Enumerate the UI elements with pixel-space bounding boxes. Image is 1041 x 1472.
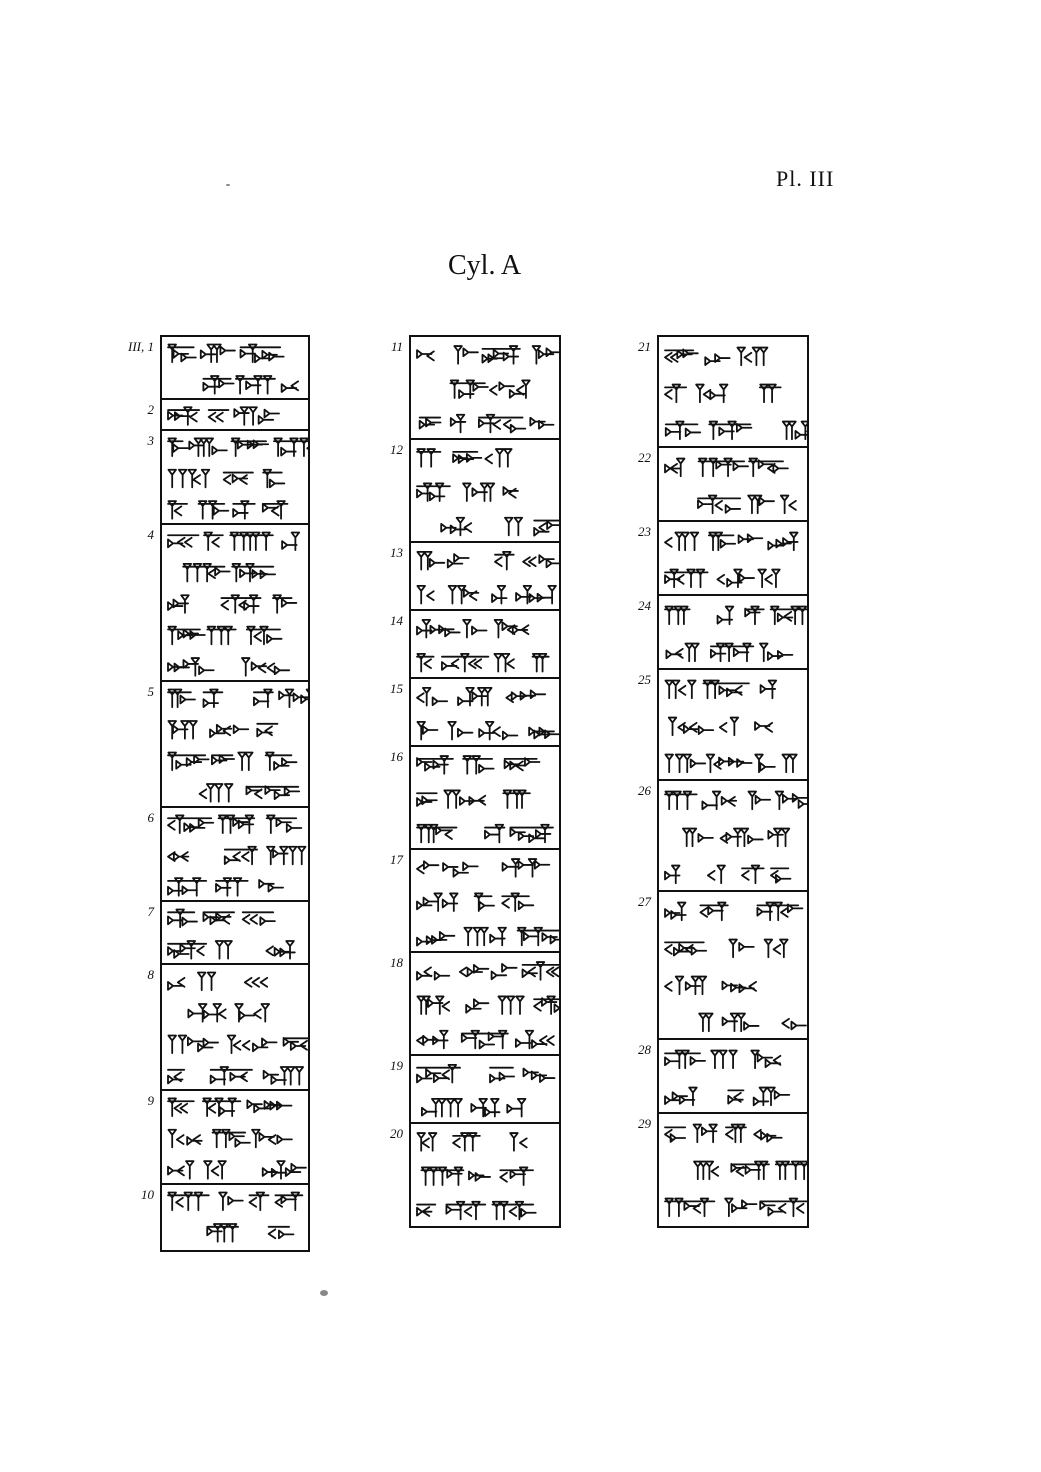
cuneiform-line-box xyxy=(411,679,559,747)
cuneiform-signs xyxy=(162,400,308,429)
cuneiform-signs xyxy=(162,682,308,806)
line-number: 22 xyxy=(638,450,651,465)
line-number: 26 xyxy=(638,783,651,798)
line-number: 6 xyxy=(147,810,154,825)
cuneiform-line-box xyxy=(162,431,308,525)
ink-speck xyxy=(320,1290,328,1296)
cuneiform-line-box xyxy=(659,596,807,670)
cuneiform-signs xyxy=(162,902,308,963)
cuneiform-signs xyxy=(411,747,559,848)
cuneiform-signs xyxy=(659,781,807,890)
cuneiform-signs xyxy=(659,522,807,594)
cuneiform-line-box xyxy=(659,892,807,1040)
cuneiform-signs xyxy=(162,525,308,680)
line-number: III, 1 xyxy=(128,339,154,354)
line-number: 14 xyxy=(390,613,403,628)
line-number: 7 xyxy=(147,904,154,919)
ink-speck xyxy=(226,184,230,186)
cuneiform-line-box xyxy=(659,781,807,892)
cuneiform-line-box xyxy=(411,1124,559,1222)
line-number: 29 xyxy=(638,1116,651,1131)
cuneiform-line-box xyxy=(659,337,807,448)
cuneiform-line-box xyxy=(162,682,308,808)
line-number: 10 xyxy=(141,1187,154,1202)
line-number: 19 xyxy=(390,1058,403,1073)
line-number: 12 xyxy=(390,442,403,457)
cuneiform-signs xyxy=(659,892,807,1038)
line-number: 8 xyxy=(147,967,154,982)
line-number: 9 xyxy=(147,1093,154,1108)
cuneiform-line-box xyxy=(659,1114,807,1222)
cuneiform-line-box xyxy=(659,448,807,522)
cuneiform-signs xyxy=(411,1124,559,1222)
cuneiform-line-box xyxy=(162,525,308,682)
cuneiform-line-box xyxy=(411,440,559,543)
cuneiform-signs xyxy=(162,337,308,398)
line-number: 4 xyxy=(147,527,154,542)
cuneiform-signs xyxy=(411,611,559,677)
cuneiform-line-box xyxy=(411,1056,559,1124)
cuneiform-line-box xyxy=(659,670,807,781)
line-number: 2 xyxy=(147,402,154,417)
line-number: 25 xyxy=(638,672,651,687)
cuneiform-signs xyxy=(162,1185,308,1246)
cuneiform-line-box xyxy=(411,543,559,611)
line-number: 27 xyxy=(638,894,651,909)
line-number: 11 xyxy=(390,339,403,354)
cuneiform-line-box xyxy=(411,337,559,440)
cuneiform-signs xyxy=(411,953,559,1054)
line-number: 21 xyxy=(638,339,651,354)
cuneiform-signs xyxy=(659,670,807,779)
cuneiform-signs xyxy=(411,679,559,745)
cuneiform-line-box xyxy=(162,400,308,431)
cuneiform-line-box xyxy=(162,1185,308,1246)
cuneiform-signs xyxy=(659,1040,807,1112)
cuneiform-line-box xyxy=(411,953,559,1056)
line-number: 3 xyxy=(147,433,154,448)
line-number: 18 xyxy=(390,955,403,970)
cuneiform-column-1 xyxy=(160,335,310,1252)
line-number: 5 xyxy=(147,684,154,699)
cuneiform-signs xyxy=(411,1056,559,1122)
cuneiform-signs xyxy=(411,337,559,438)
line-number: 16 xyxy=(390,749,403,764)
cuneiform-signs xyxy=(411,850,559,951)
cuneiform-line-box xyxy=(411,850,559,953)
cuneiform-line-box xyxy=(162,337,308,400)
cuneiform-line-box xyxy=(162,1091,308,1185)
cuneiform-signs xyxy=(162,808,308,900)
cuneiform-signs xyxy=(659,448,807,520)
line-number: 23 xyxy=(638,524,651,539)
cuneiform-signs xyxy=(411,440,559,541)
line-number: 15 xyxy=(390,681,403,696)
cuneiform-column-3 xyxy=(657,335,809,1228)
line-number: 20 xyxy=(390,1126,403,1141)
cuneiform-line-box xyxy=(659,1040,807,1114)
line-number: 17 xyxy=(390,852,403,867)
plate-label: Pl. III xyxy=(776,166,835,191)
cuneiform-line-box xyxy=(162,808,308,902)
cuneiform-signs xyxy=(411,543,559,609)
line-number: 13 xyxy=(390,545,403,560)
cuneiform-line-box xyxy=(411,747,559,850)
cuneiform-line-box xyxy=(659,522,807,596)
cuneiform-signs xyxy=(162,431,308,523)
cuneiform-line-box xyxy=(162,965,308,1091)
plate-title: Cyl. A xyxy=(448,250,522,281)
cuneiform-column-2 xyxy=(409,335,561,1228)
cuneiform-signs xyxy=(659,596,807,668)
cuneiform-signs xyxy=(162,965,308,1089)
cuneiform-line-box xyxy=(411,611,559,679)
cuneiform-signs xyxy=(659,337,807,446)
cuneiform-signs xyxy=(162,1091,308,1183)
cuneiform-line-box xyxy=(162,902,308,965)
line-number: 24 xyxy=(638,598,651,613)
line-number: 28 xyxy=(638,1042,651,1057)
cuneiform-signs xyxy=(659,1114,807,1222)
